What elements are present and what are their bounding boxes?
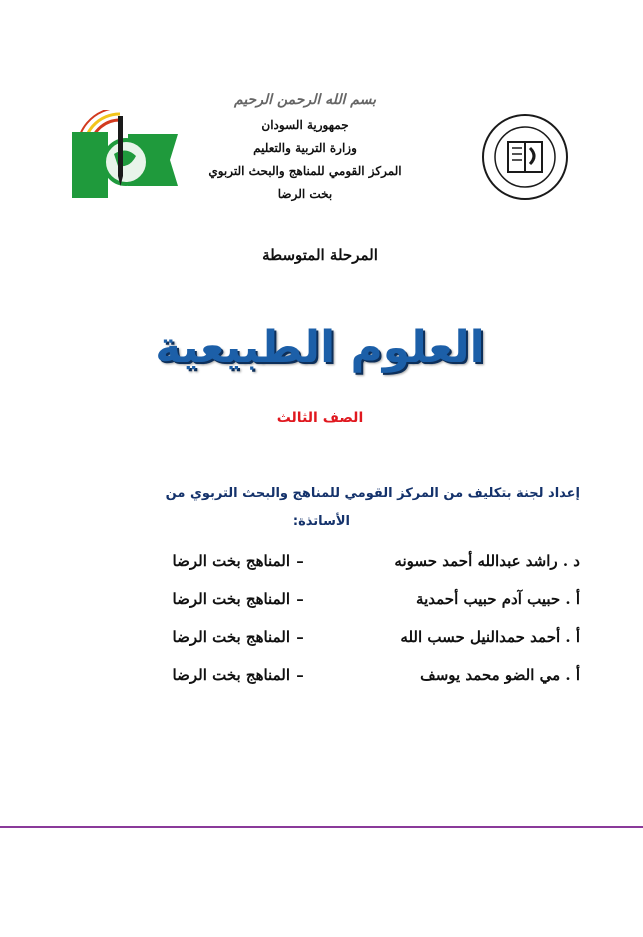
author-row [140,580,580,618]
ministry-globe-logo [70,110,182,202]
author-row [140,656,580,694]
curriculum-center-seal [480,112,570,202]
header-line: جمهورية السودان [261,118,349,132]
author-name: د . راشد عبدالله أحمد حسونه [394,552,580,570]
author-affiliation: المناهج بخت الرضا [172,590,290,608]
divider-rule [0,826,643,828]
author-affiliation: المناهج بخت الرضا [172,552,290,570]
author-row [140,618,580,656]
header-line: بخت الرضا [277,187,333,201]
author-dash: – [296,552,304,570]
basmala: بسم الله الرحمن الرحيم [234,92,376,108]
author-affiliation: المناهج بخت الرضا [172,666,290,684]
author-name: أ . مي الضو محمد يوسف [420,666,580,684]
header-block [180,92,430,206]
preparation-note [60,480,580,536]
author-row [140,542,580,580]
pen-icon [118,116,123,176]
author-affiliation: المناهج بخت الرضا [172,628,290,646]
school-level: المرحلة المتوسطة [262,246,378,264]
authors-list [140,542,580,694]
author-dash: – [296,666,304,684]
author-name: أ . حبيب آدم حبيب أحمدية [416,590,580,608]
book-title: العلوم الطبيعية [155,322,485,373]
header-line: وزارة التربية والتعليم [253,141,357,155]
header-line: المركز القومي للمناهج والبحث التربوي [208,164,402,178]
prepared-by: إعداد لجنة بتكليف من المركز القومي للمناهج والبحث التربوي من [165,486,580,501]
author-dash: – [296,628,304,646]
teachers-label: الأساتذة: [292,514,350,529]
author-name: أ . أحمد حمدالنيل حسب الله [400,628,580,646]
grade-label: الصف الثالث [276,410,364,426]
author-dash: – [296,590,304,608]
